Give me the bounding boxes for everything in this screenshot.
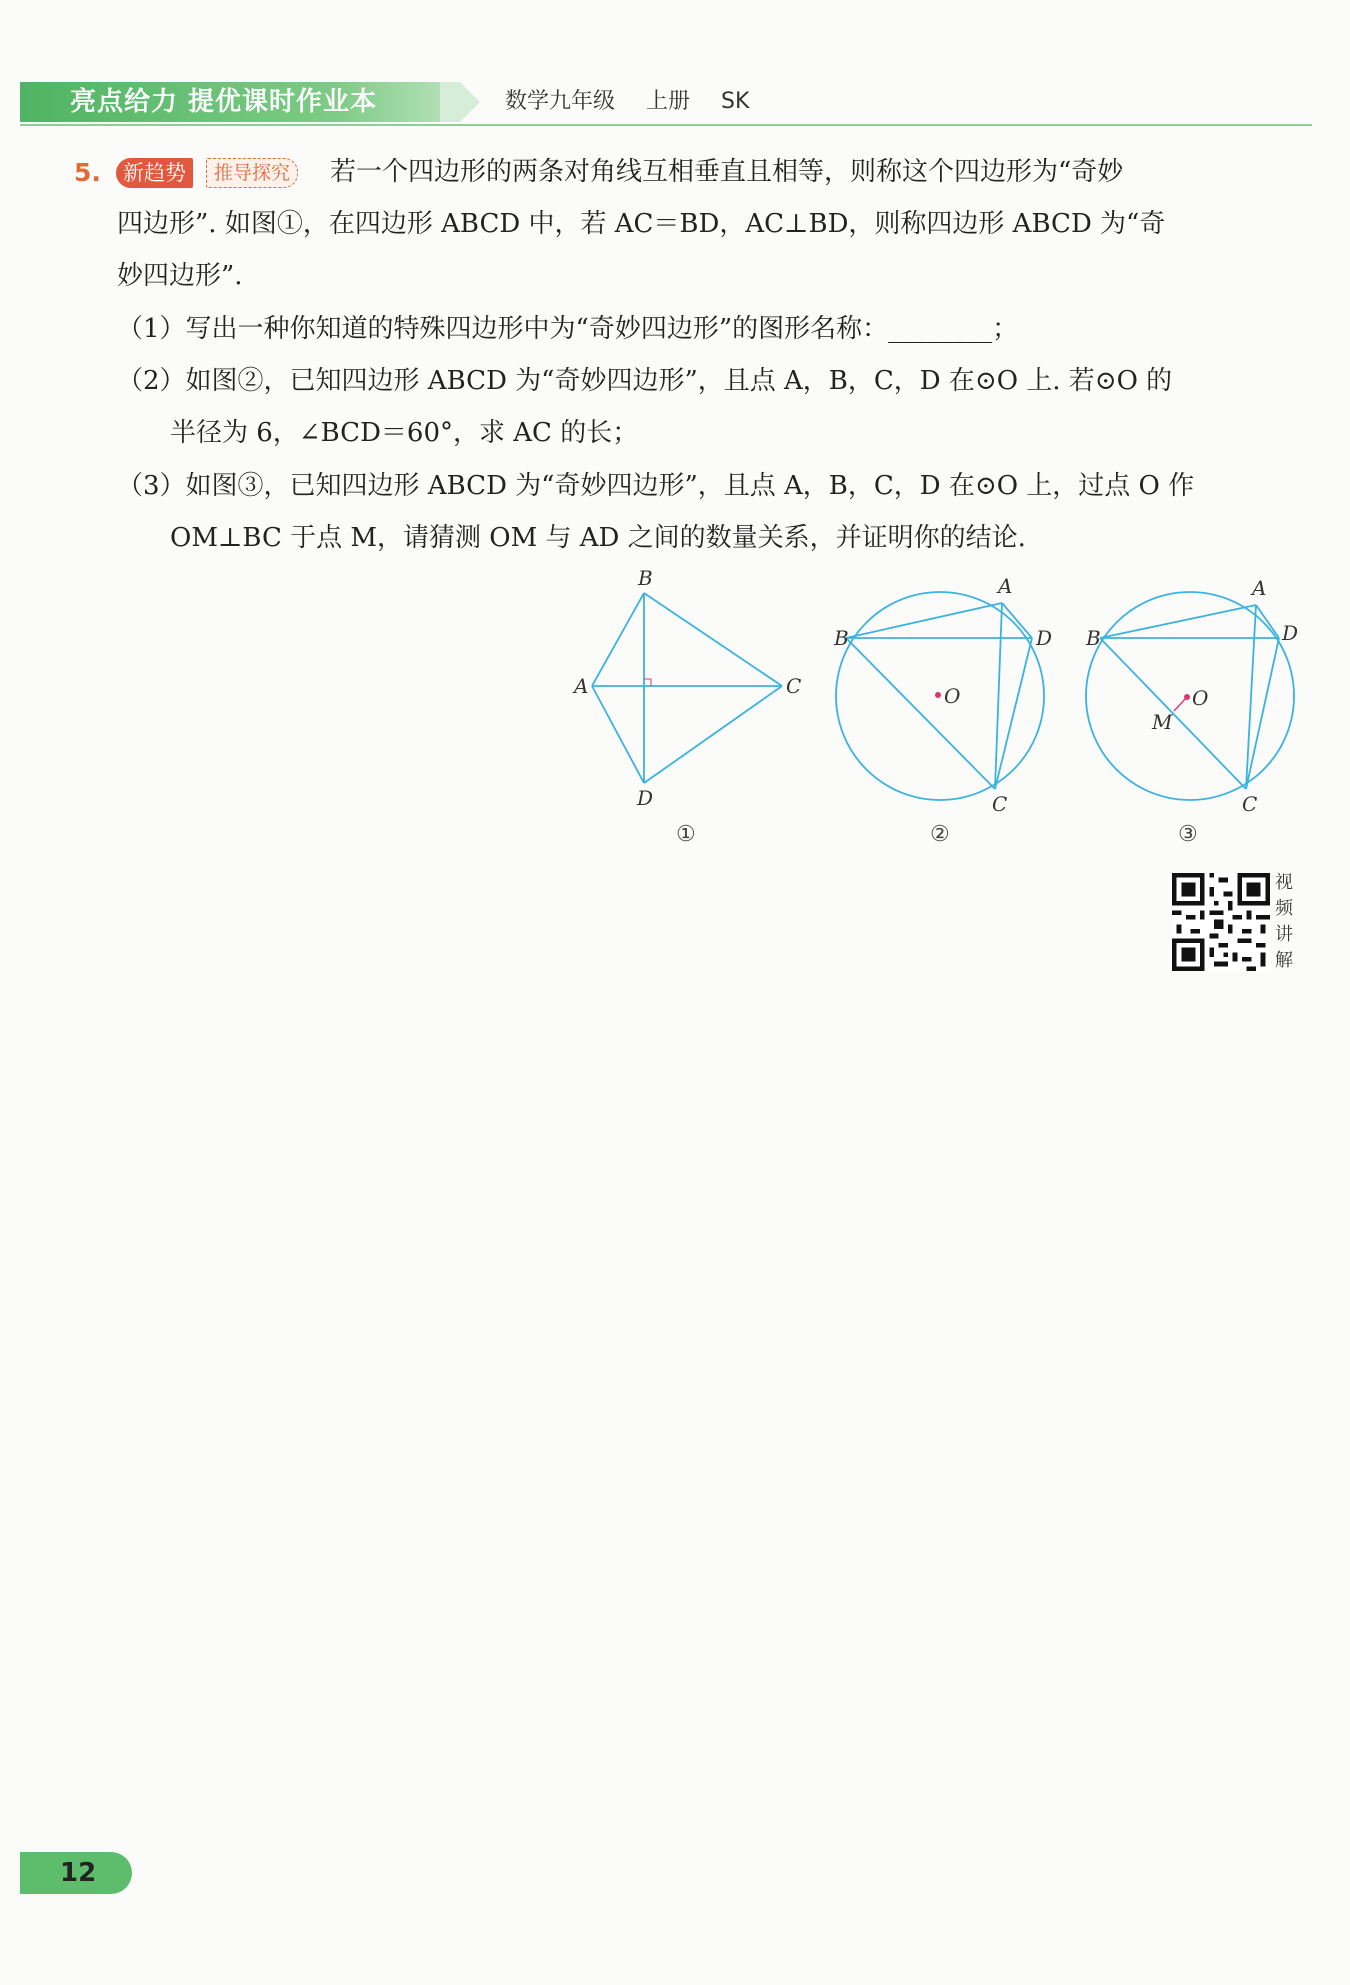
fig1-label-A: A bbox=[574, 674, 589, 698]
header-rule bbox=[20, 124, 1312, 126]
fig3-label-A: A bbox=[1252, 576, 1267, 600]
fig3-label-M: M bbox=[1152, 710, 1173, 734]
qr-code-icon[interactable] bbox=[1172, 873, 1270, 971]
fig3-label-O: O bbox=[1192, 686, 1209, 710]
fig2-label-D: D bbox=[1036, 626, 1053, 650]
fig2-label-O: O bbox=[944, 684, 961, 708]
fig3-label-C: C bbox=[1242, 792, 1258, 815]
header-band-arrow bbox=[440, 82, 480, 122]
subject: 数学九年级 bbox=[505, 89, 616, 114]
tag-type: 推导探究 bbox=[206, 158, 298, 188]
figure-1-caption: ① bbox=[676, 822, 696, 847]
figure-1 bbox=[570, 565, 810, 805]
fig2-label-A: A bbox=[998, 575, 1013, 598]
fig1-label-D: D bbox=[637, 786, 654, 805]
problem-number: 5. bbox=[74, 158, 101, 187]
question-3-line-2: OM⊥BC 于点 M，请猜测 OM 与 AD 之间的数量关系，并证明你的结论. bbox=[170, 523, 1026, 553]
figure-3-caption: ③ bbox=[1178, 822, 1198, 847]
question-1: （1）写出一种你知道的特殊四边形中为“奇妙四边形”的图形名称：________； bbox=[117, 314, 1019, 344]
fig1-label-B: B bbox=[638, 566, 653, 590]
page-number: 12 bbox=[60, 1858, 97, 1888]
book-info bbox=[505, 86, 773, 118]
intro-line-2: 四边形”. 如图①，在四边形 ABCD 中，若 AC＝BD，AC⊥BD，则称四边形 ABCD 为“奇 bbox=[117, 209, 1166, 239]
tag-trend: 新趋势 bbox=[116, 158, 193, 188]
fig2-label-B: B bbox=[834, 626, 849, 650]
figure-2 bbox=[820, 575, 1070, 815]
edition: SK bbox=[721, 89, 750, 114]
question-2-line-1: （2）如图②，已知四边形 ABCD 为“奇妙四边形”，且点 A，B，C，D 在⊙O 上. 若⊙O 的 bbox=[117, 366, 1173, 396]
figure-2-caption: ② bbox=[930, 822, 950, 847]
fig3-label-D: D bbox=[1282, 621, 1299, 645]
qr-caption: 视频讲解 bbox=[1275, 872, 1293, 971]
intro-line-1: 若一个四边形的两条对角线互相垂直且相等，则称这个四边形为“奇妙 bbox=[330, 157, 1124, 187]
series-title: 亮点给力 提优课时作业本 bbox=[70, 87, 378, 117]
intro-line-3: 妙四边形”. bbox=[117, 261, 243, 291]
figure-3 bbox=[1070, 575, 1320, 815]
fig3-label-B: B bbox=[1086, 626, 1101, 650]
fig2-label-C: C bbox=[992, 792, 1008, 815]
question-2-line-2: 半径为 6，∠BCD＝60°，求 AC 的长； bbox=[170, 418, 639, 448]
fig1-label-C: C bbox=[786, 674, 802, 698]
question-3-line-1: （3）如图③，已知四边形 ABCD 为“奇妙四边形”，且点 A，B，C，D 在⊙O 上，过点 O 作 bbox=[117, 471, 1195, 501]
volume: 上册 bbox=[646, 89, 691, 114]
